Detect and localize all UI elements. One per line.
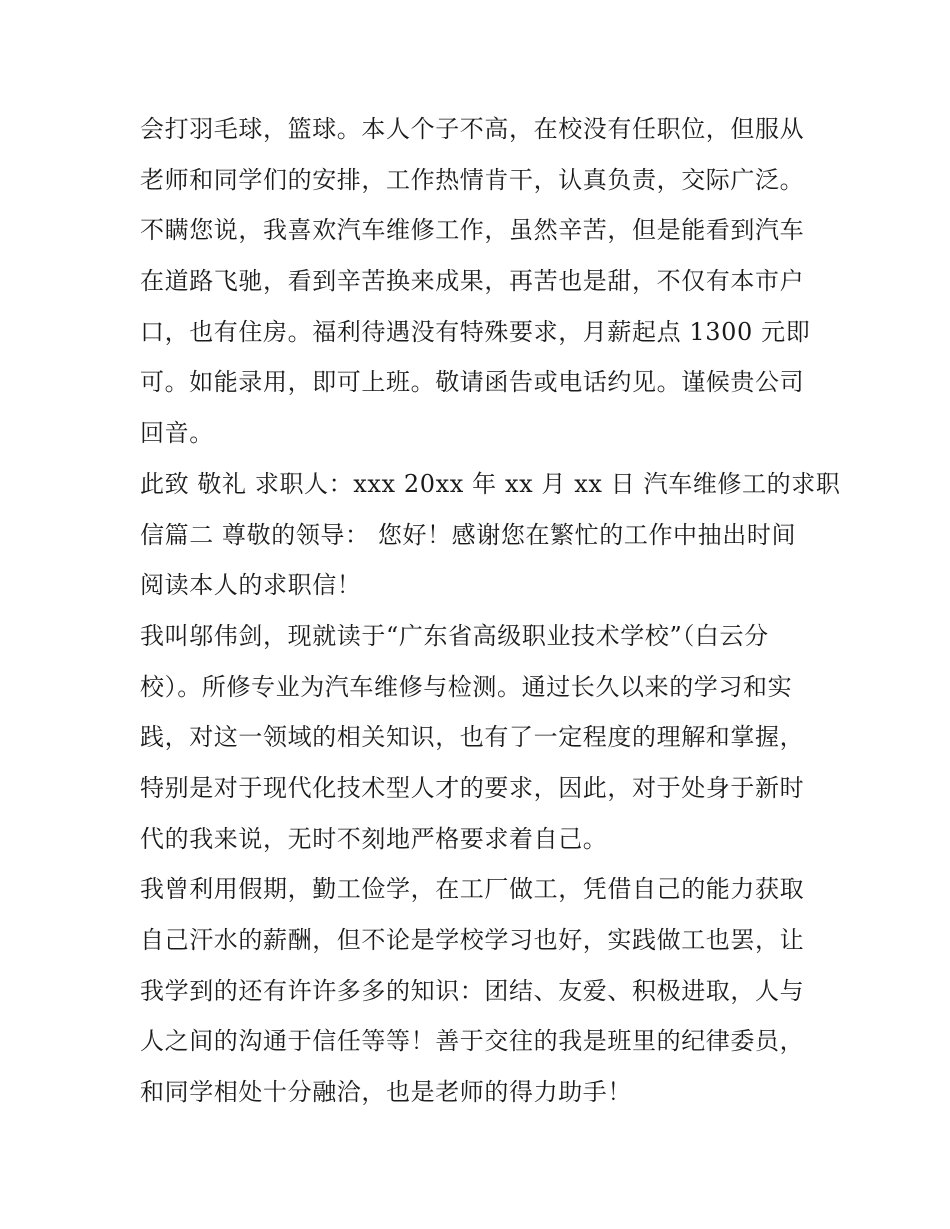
text-line: 我叫邬伟剑，现就读于“广东省高级职业技术学校”（白云分 bbox=[140, 621, 769, 650]
text-line: 人之间的沟通于信任等等！善于交往的我是班里的纪律委员， bbox=[140, 1027, 805, 1056]
text-line: 在道路飞驰，看到辛苦换来成果，再苦也是甜，不仅有本市户 bbox=[140, 267, 805, 296]
text-line: 老师和同学们的安排，工作热情肯干，认真负责，交际广泛。 bbox=[140, 165, 805, 194]
text-line: 口，也有住房。福利待遇没有特殊要求，月薪起点 1300 元即 bbox=[140, 317, 811, 346]
text-line: 和同学相处十分融洽，也是老师的得力助手！ bbox=[140, 1078, 632, 1107]
text-line: 特别是对于现代化技术型人才的要求，因此，对于处身于新时 bbox=[140, 773, 805, 802]
text-line: 会打羽毛球，篮球。本人个子不高，在校没有任职位，但服从 bbox=[140, 115, 805, 143]
text-line: 回音。 bbox=[140, 419, 214, 448]
text-line: 校）。所修专业为汽车维修与检测。通过长久以来的学习和实 bbox=[140, 672, 793, 701]
text-line: 我学到的还有许许多多的知识：团结、友爱、积极进取，人与 bbox=[140, 976, 805, 1005]
text-line: 不瞒您说，我喜欢汽车维修工作，虽然辛苦，但是能看到汽车 bbox=[140, 216, 805, 245]
text-line: 此致 敬礼 求职人：xxx 20xx 年 xx 月 xx 日 汽车维修工的求职 bbox=[140, 469, 841, 498]
text-line: 代的我来说，无时不刻地严格要求着自己。 bbox=[140, 824, 608, 853]
text-line: 信篇二 尊敬的领导： 您好！感谢您在繁忙的工作中抽出时间 bbox=[140, 520, 797, 549]
text-line: 践，对这一领域的相关知识，也有了一定程度的理解和掌握， bbox=[140, 723, 805, 752]
text-line: 自己汗水的薪酬，但不论是学校学习也好，实践做工也罢，让 bbox=[140, 926, 805, 954]
text-line: 阅读本人的求职信！ bbox=[140, 571, 362, 600]
text-line: 我曾利用假期，勤工俭学，在工厂做工，凭借自己的能力获取 bbox=[140, 875, 805, 904]
text-line: 可。如能录用，即可上班。敬请函告或电话约见。谨候贵公司 bbox=[140, 368, 805, 397]
document-body bbox=[140, 104, 841, 1118]
